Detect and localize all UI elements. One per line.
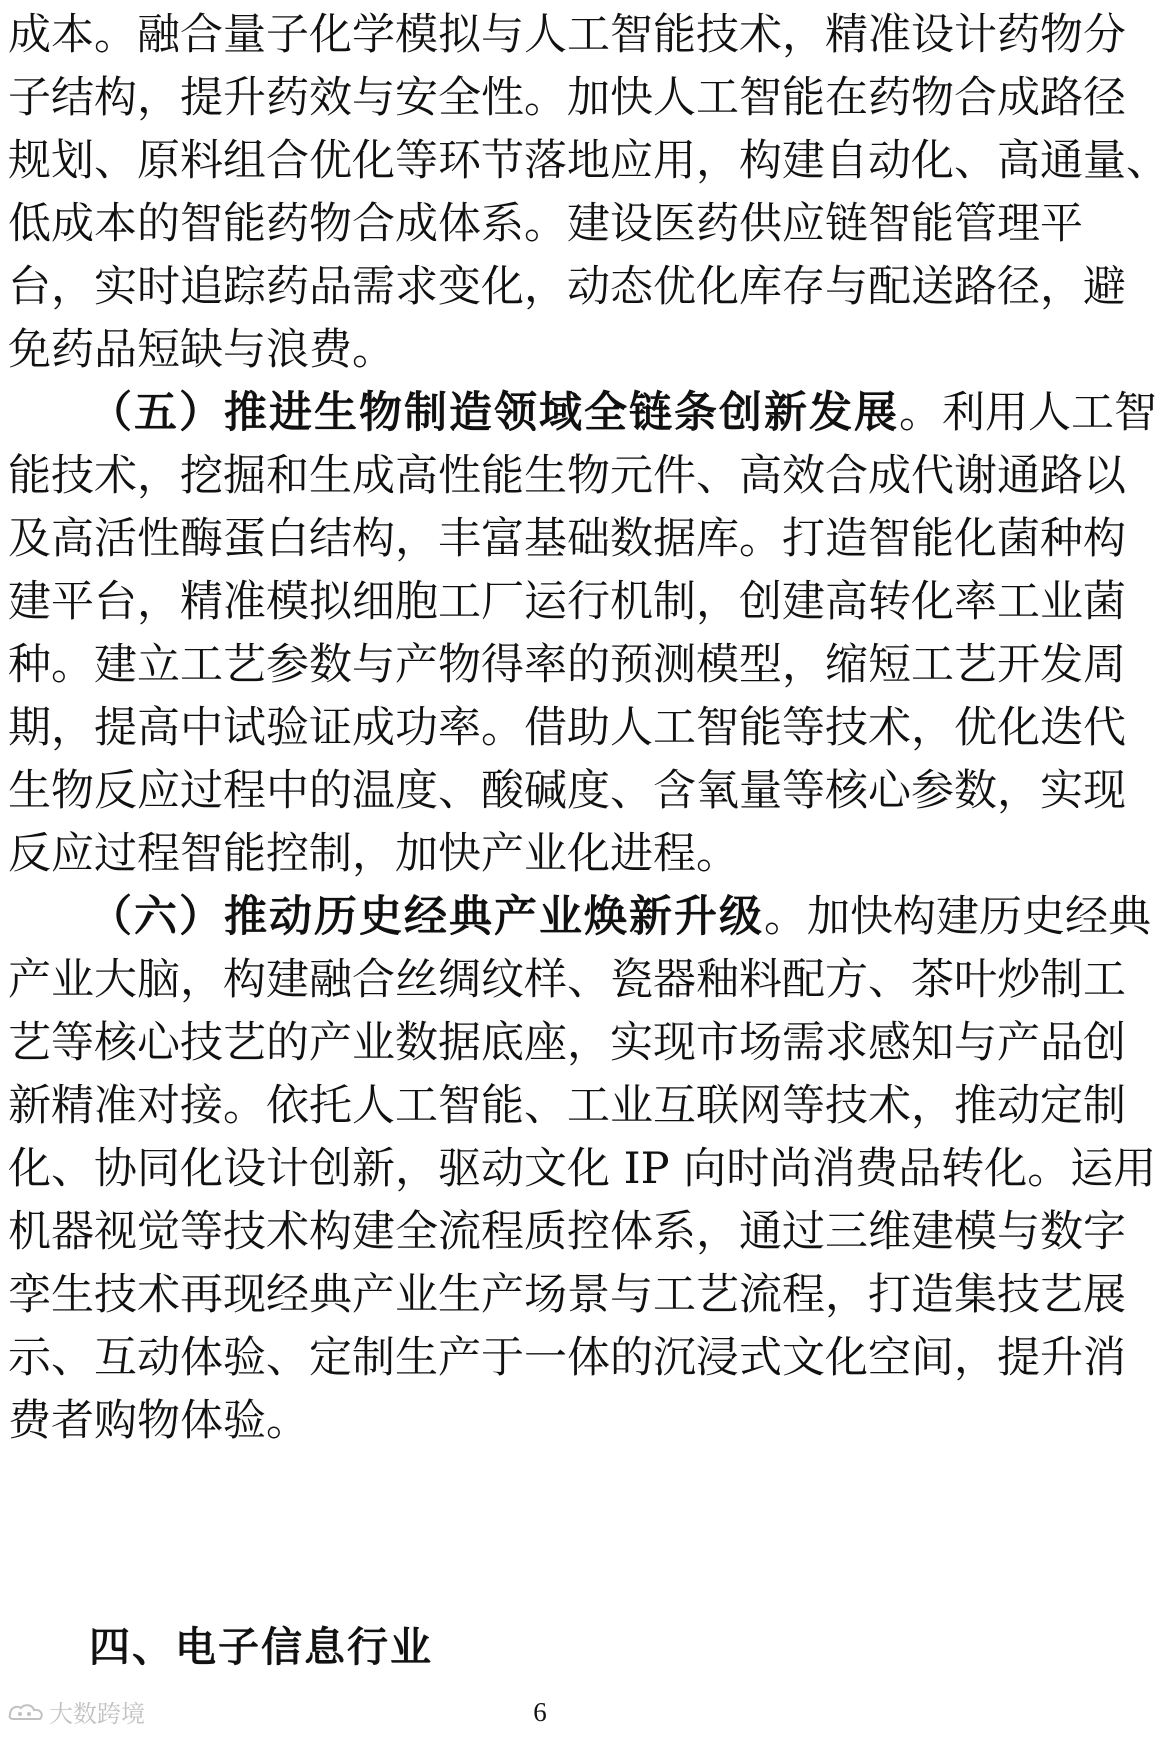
paragraph-first-line-rest: 。利用人工智 [899,388,1157,438]
body-text-line: 种。建立工艺参数与产物得率的预测模型，缩短工艺开发周 [8,640,1126,690]
body-text-line: 示、互动体验、定制生产于一体的沉浸式文化空间，提升消 [8,1333,1126,1383]
body-text-line: 产业大脑，构建融合丝绸纹样、瓷器釉料配方、茶叶炒制工 [8,955,1126,1005]
body-text-line: 孪生技术再现经典产业生产场景与工艺流程，打造集技艺展 [8,1270,1126,1320]
body-text-line: 规划、原料组合优化等环节落地应用，构建自动化、高通量、 [8,136,1169,186]
body-text-line: 低成本的智能药物合成体系。建设医药供应链智能管理平 [8,199,1083,249]
body-text-line: 费者购物体验。 [8,1396,309,1446]
paragraph-first-line [89,378,1157,448]
section-heading: 四、电子信息行业 [89,1623,433,1672]
watermark [6,1699,145,1729]
body-text-line: 机器视觉等技术构建全流程质控体系，通过三维建模与数字 [8,1207,1126,1257]
paragraph-first-line [89,882,1151,952]
body-text-line: 免药品短缺与浪费。 [8,325,395,375]
body-text-line: 新精准对接。依托人工智能、工业互联网等技术，推动定制 [8,1081,1126,1131]
body-text-line: 建平台，精准模拟细胞工厂运行机制，创建高转化率工业菌 [8,577,1126,627]
watermark-text: 大数跨境 [49,1700,145,1728]
body-text-line: 期，提高中试验证成功率。借助人工智能等技术，优化迭代 [8,703,1126,753]
paragraph-first-line-rest: 。加快构建历史经典 [764,892,1151,942]
paragraph-lead-heading: （五）推进生物制造领域全链条创新发展 [89,388,899,438]
page-number: 6 [533,1697,547,1727]
body-text-line: 生物反应过程中的温度、酸碱度、含氧量等核心参数，实现 [8,766,1126,816]
body-text-line: 艺等核心技艺的产业数据底座，实现市场需求感知与产品创 [8,1018,1126,1068]
body-text-line: 化、协同化设计创新，驱动文化 IP 向时尚消费品转化。运用 [8,1144,1157,1194]
body-text-line: 能技术，挖掘和生成高性能生物元件、高效合成代谢通路以 [8,451,1126,501]
body-text-line: 子结构，提升药效与安全性。加快人工智能在药物合成路径 [8,73,1126,123]
body-text-line: 反应过程智能控制，加快产业化进程。 [8,829,739,879]
logo-icon [6,1703,46,1725]
paragraph-lead-heading: （六）推动历史经典产业焕新升级 [89,892,764,942]
body-text-line: 成本。融合量子化学模拟与人工智能技术，精准设计药物分 [8,10,1126,60]
body-text-line: 及高活性酶蛋白结构，丰富基础数据库。打造智能化菌种构 [8,514,1126,564]
body-text-line: 台，实时追踪药品需求变化，动态优化库存与配送路径，避 [8,262,1126,312]
